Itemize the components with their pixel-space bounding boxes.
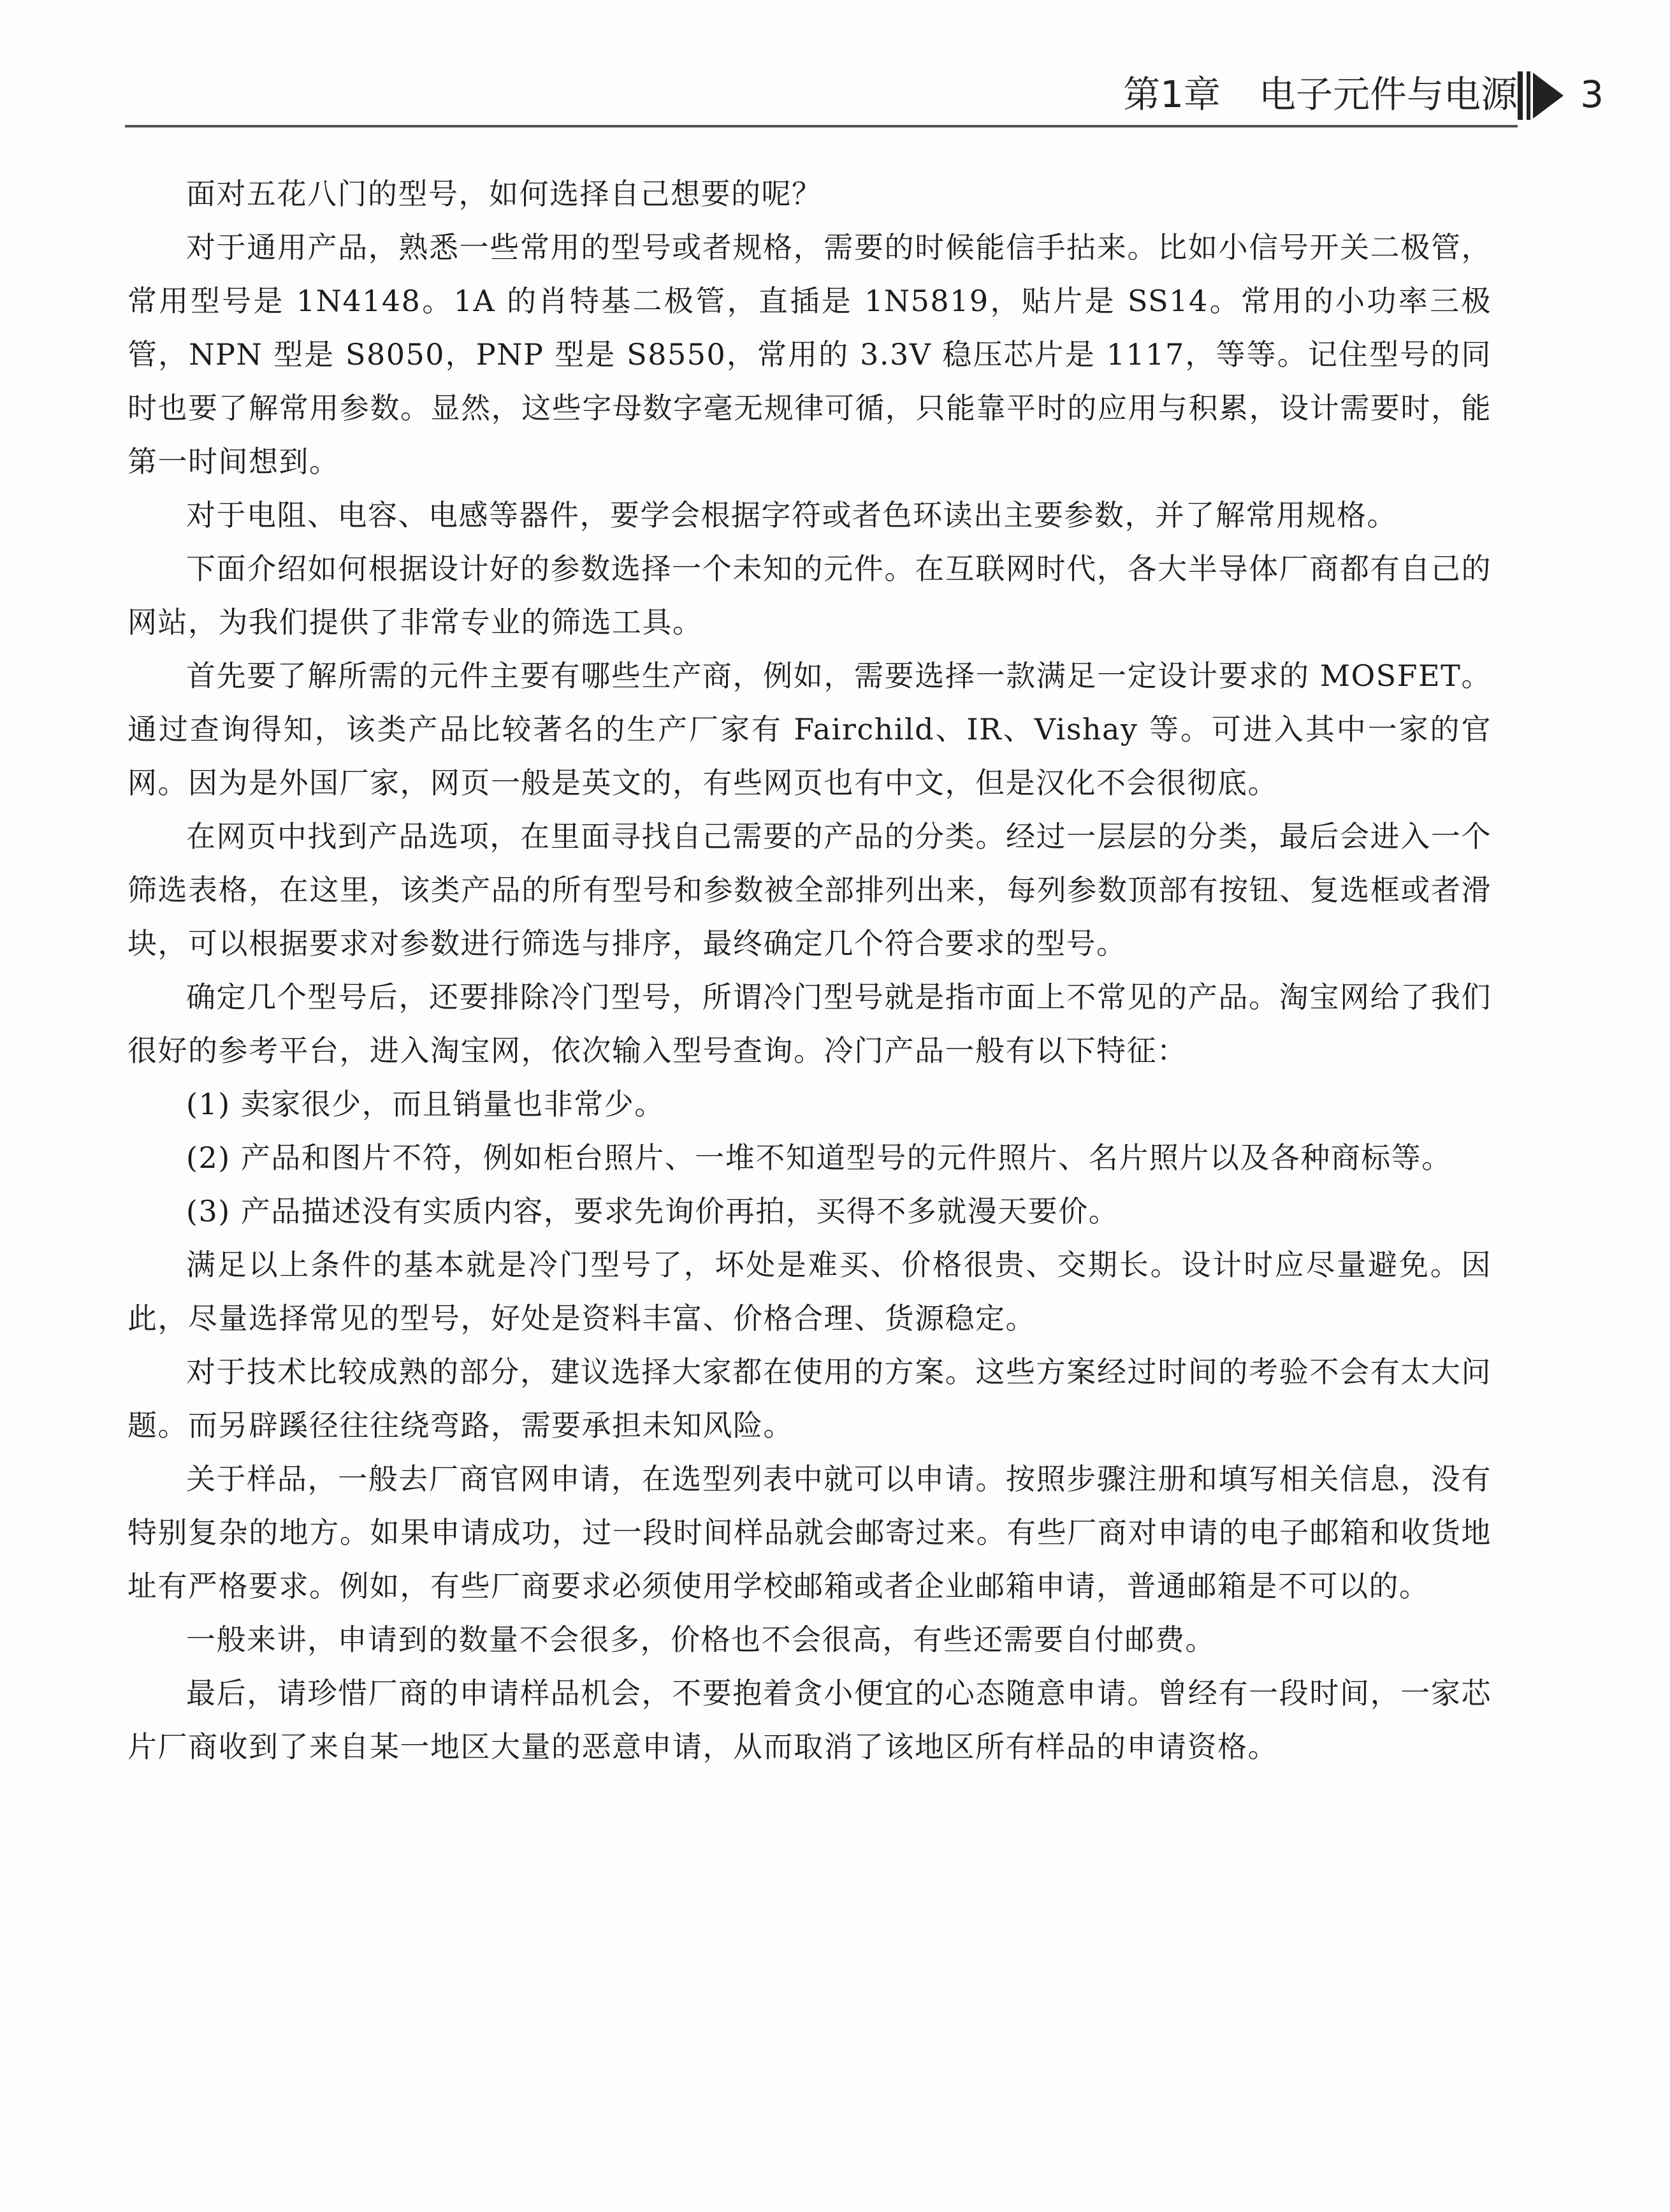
running-header [125, 64, 1604, 134]
page-number: 3 [1580, 73, 1604, 116]
chapter-title: 电子元件与电源 [1258, 73, 1518, 116]
paragraph: 对于技术比较成熟的部分，建议选择大家都在使用的方案。这些方案经过时间的考验不会有太大问题。而另辟蹊径往往绕弯路，需要承担未知风险。 [127, 1355, 1492, 1443]
paragraph: 对于通用产品，熟悉一些常用的型号或者规格，需要的时候能信手拈来。比如小信号开关二极管，常用型号是 1N4148。1A 的肖特基二极管，直插是 1N5819，贴片是 SS14。常用的小功率三极管，NPN 型是 S8050，PNP 型是 S8550，常用的 3.3V 稳压芯片是 1117，等等。记住型号的同时也要了解常用参数。显然，这些字母数字毫无规律可循，只能靠平时的应用与积累，设计需要时，能第一时间想到。 [127, 230, 1492, 479]
list-item: (3) 产品描述没有实质内容，要求先询价再拍，买得不多就漫天要价。 [186, 1194, 1119, 1228]
list-item: (1) 卖家很少，而且销量也非常少。 [186, 1087, 665, 1121]
list-item: (2) 产品和图片不符，例如柜台照片、一堆不知道型号的元件照片、名片照片以及各种商标等。 [186, 1140, 1452, 1175]
paragraph: 最后，请珍惜厂商的申请样品机会，不要抱着贪小便宜的心态随意申请。曾经有一段时间，一家芯片厂商收到了来自某一地区大量的恶意申请，从而取消了该地区所有样品的申请资格。 [127, 1676, 1492, 1764]
paragraph: 满足以上条件的基本就是冷门型号了，坏处是难买、价格很贵、交期长。设计时应尽量避免。因此，尽量选择常见的型号，好处是资料丰富、价格合理、货源稳定。 [127, 1248, 1492, 1335]
paragraph: 在网页中找到产品选项，在里面寻找自己需要的产品的分类。经过一层层的分类，最后会进入一个筛选表格，在这里，该类产品的所有型号和参数被全部排列出来，每列参数顶部有按钮、复选框或者滑块，可以根据要求对参数进行筛选与排序，最终确定几个符合要求的型号。 [127, 819, 1492, 961]
paragraph: 确定几个型号后，还要排除冷门型号，所谓冷门型号就是指市面上不常见的产品。淘宝网给了我们很好的参考平台，进入淘宝网，依次输入型号查询。冷门产品一般有以下特征： [127, 980, 1492, 1068]
paragraph: 首先要了解所需的元件主要有哪些生产商，例如，需要选择一款满足一定设计要求的 MOSFET。通过查询得知，该类产品比较著名的生产厂家有 Fairchild、IR、Vishay 等。可进入其中一家的官网。因为是外国厂家，网页一般是英文的，有些网页也有中文，但是汉化不会很彻底。 [127, 659, 1492, 800]
body-text [127, 167, 1492, 1773]
chapter-label: 第1章 [1123, 73, 1221, 116]
paragraph: 一般来讲，申请到的数量不会很多，价格也不会很高，有些还需要自付邮费。 [186, 1622, 1216, 1657]
paragraph: 对于电阻、电容、电感等器件，要学会根据字符或者色环读出主要参数，并了解常用规格。 [186, 498, 1397, 532]
arrow-marker-icon [1518, 69, 1565, 122]
paragraph: 下面介绍如何根据设计好的参数选择一个未知的元件。在互联网时代，各大半导体厂商都有自己的网站，为我们提供了非常专业的筛选工具。 [127, 551, 1492, 639]
header-rule [125, 125, 1518, 127]
paragraph: 关于样品，一般去厂商官网申请，在选型列表中就可以申请。按照步骤注册和填写相关信息，没有特别复杂的地方。如果申请成功，过一段时间样品就会邮寄过来。有些厂商对申请的电子邮箱和收货地址有严格要求。例如，有些厂商要求必须使用学校邮箱或者企业邮箱申请，普通邮箱是不可以的。 [127, 1462, 1492, 1603]
paragraph: 面对五花八门的型号，如何选择自己想要的呢？ [186, 177, 822, 211]
header-text [1123, 69, 1518, 120]
